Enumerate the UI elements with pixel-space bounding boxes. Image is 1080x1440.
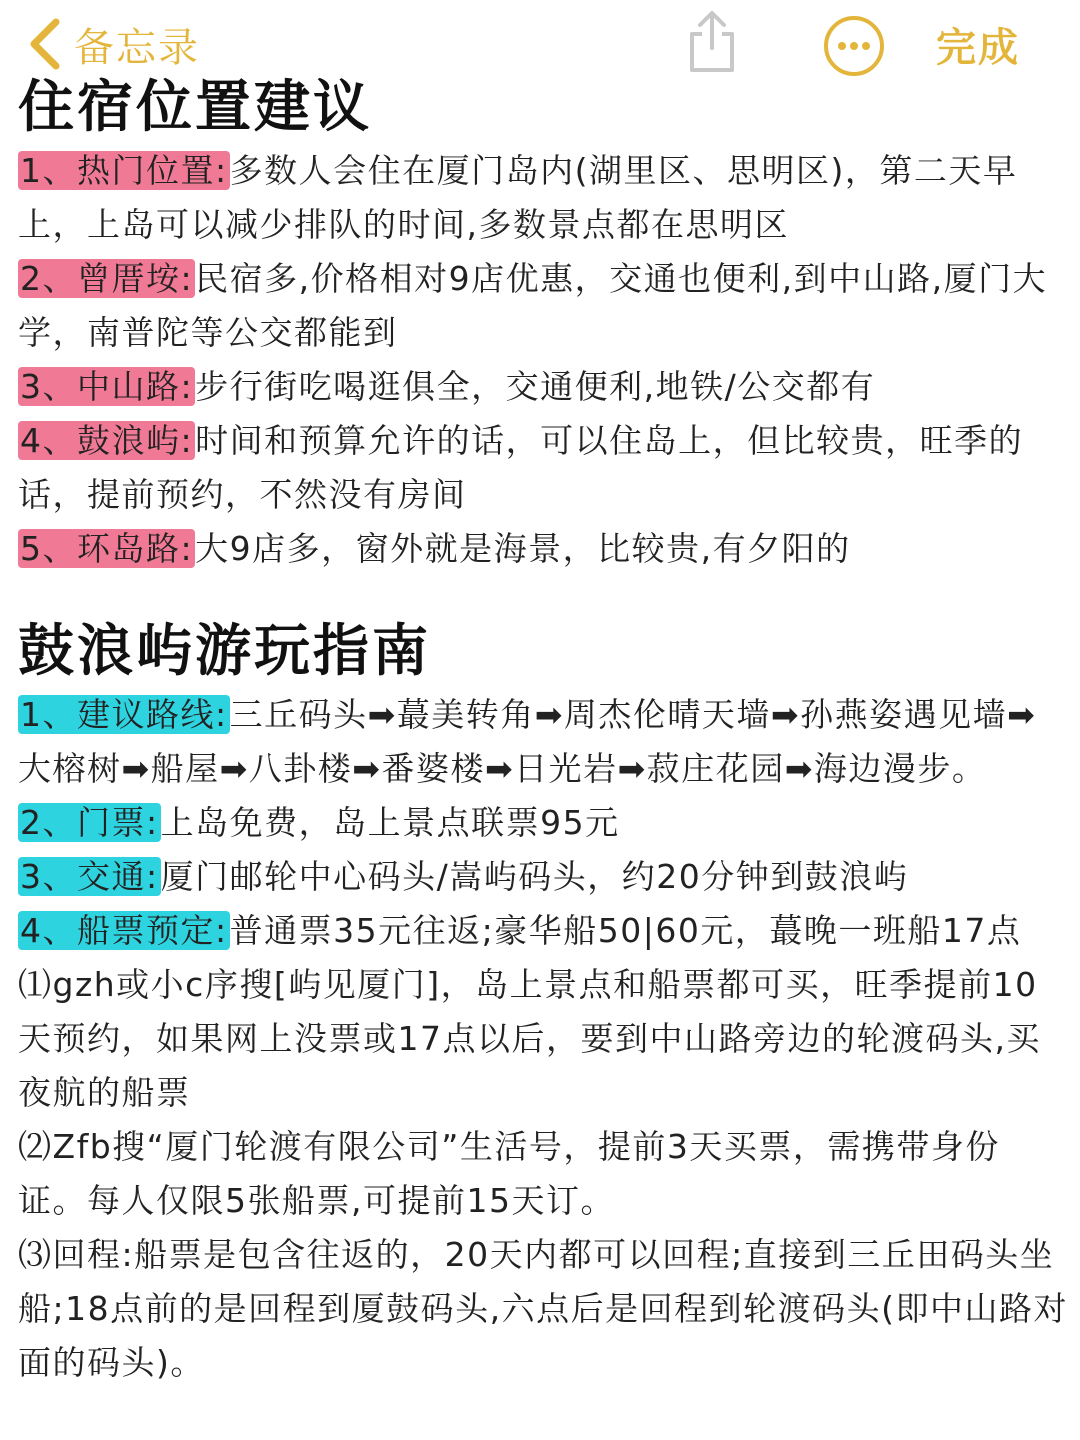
item-text: 多数人会住在厦门岛内(湖里区、思明区)，第二天早上，上岛可以减少排队的时间,多数景点都在思明区 (18, 151, 1018, 244)
highlighted-label: 4、鼓浪屿: (20, 421, 194, 460)
item-text: 上岛免费，岛上景点联票95元 (160, 803, 620, 842)
note-paragraph: ⑶回程:船票是包含往返的，20天内都可以回程;直接到三丘田码头坐船;18点前的是回程到厦鼓码头,六点后是回程到轮渡码头(即中山路对面的码头)。 (18, 1235, 1068, 1382)
list-item (18, 850, 1068, 904)
list-item (18, 414, 1068, 522)
done-button[interactable]: 完成 (936, 25, 1020, 71)
highlighted-label: 1、热门位置: (20, 151, 228, 190)
highlighted-label: 3、交通: (20, 857, 159, 896)
section-accommodation (18, 72, 1068, 576)
list-item (18, 522, 1068, 576)
section-title: 鼓浪屿游玩指南 (18, 619, 431, 684)
list-item (18, 796, 1068, 850)
highlighted-label: 2、门票: (20, 803, 159, 842)
item-text: 厦门邮轮中心码头/嵩屿码头，约20分钟到鼓浪屿 (160, 857, 909, 896)
highlighted-label: 1、建议路线: (20, 695, 228, 734)
highlighted-label: 5、环岛路: (20, 529, 194, 568)
back-button[interactable] (28, 12, 200, 76)
item-text: 普通票35元往返;豪华船50|60元，蕞晚一班船17点 (229, 911, 1022, 950)
item-text: 步行街吃喝逛俱全，交通便利,地铁/公交都有 (195, 367, 876, 406)
note-paragraph: ⑴gzh或小c序搜[屿见厦门]，岛上景点和船票都可买，旺季提前10天预约，如果网上没票或17点以后，要到中山路旁边的轮渡码头,买夜航的船票 (18, 965, 1041, 1112)
list-item (18, 252, 1068, 360)
highlighted-label: 3、中山路: (20, 367, 194, 406)
list-item (18, 688, 1068, 796)
highlighted-label: 4、船票预定: (20, 911, 228, 950)
share-button[interactable] (684, 8, 740, 74)
back-label: 备忘录 (74, 24, 200, 71)
item-text: 三丘码头➡蕞美转角➡周杰伦晴天墙➡孙燕姿遇见墙➡大榕树➡船屋➡八卦楼➡番婆楼➡日光岩➡菽庄花园➡海边漫步。 (18, 695, 1037, 788)
note-content[interactable] (18, 72, 1068, 1390)
list-item (18, 144, 1068, 252)
list-item (18, 904, 1068, 958)
section-gulangyu-guide (18, 616, 1068, 1390)
item-text: 大9店多，窗外就是海景，比较贵,有夕阳的 (195, 529, 851, 568)
highlighted-label: 2、曾厝垵: (20, 259, 194, 298)
more-button[interactable] (822, 14, 886, 78)
note-paragraph: ⑵Zfb搜“厦门轮渡有限公司”生活号，提前3天买票，需携带身份证。每人仅限5张船票,可提前15天订。 (18, 1127, 1000, 1220)
item-text: 民宿多,价格相对9店优惠，交通也便利,到中山路,厦门大学，南普陀等公交都能到 (18, 259, 1048, 352)
section-title: 住宿位置建议 (18, 75, 372, 140)
item-text: 时间和预算允许的话，可以住岛上，但比较贵，旺季的话，提前预约，不然没有房间 (18, 421, 1024, 514)
chevron-left-icon (28, 18, 62, 70)
list-item (18, 360, 1068, 414)
